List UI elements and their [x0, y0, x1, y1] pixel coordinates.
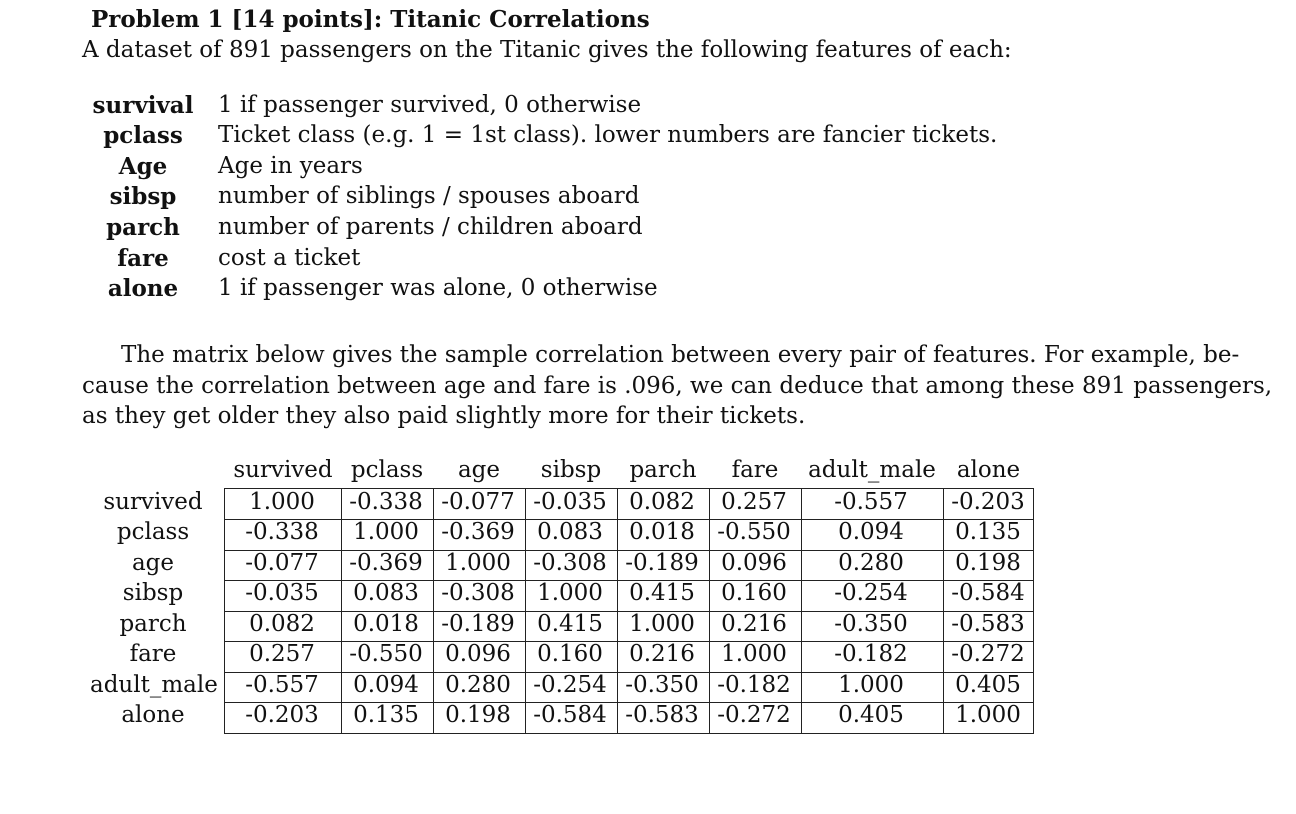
matrix-cell: 0.280: [445, 672, 511, 698]
paragraph-line: cause the correlation between age and fare is .096, we can deduce that among these 891 passengers,: [82, 372, 1273, 399]
row-header: survived: [103, 489, 203, 515]
matrix-cell: 0.257: [721, 489, 787, 515]
paragraph-line: The matrix below gives the sample correlation between every pair of features. For example, be-: [121, 342, 1240, 368]
matrix-cell: -0.369: [441, 519, 515, 545]
feature-name: parch: [106, 214, 180, 241]
matrix-cell: -0.557: [245, 672, 319, 698]
matrix-cell: -0.550: [717, 519, 791, 545]
matrix-cell: -0.077: [245, 550, 319, 576]
feature-name: survival: [92, 92, 194, 119]
feature-description: Age in years: [218, 153, 363, 179]
matrix-cell: -0.584: [533, 702, 607, 728]
matrix-cell: -0.254: [834, 580, 908, 606]
matrix-cell: 1.000: [955, 702, 1021, 728]
matrix-cell: 1.000: [721, 641, 787, 667]
column-header: sibsp: [540, 457, 602, 483]
feature-description: 1 if passenger survived, 0 otherwise: [218, 92, 642, 118]
matrix-cell: -0.189: [625, 550, 699, 576]
matrix-cell: 0.083: [353, 580, 419, 606]
matrix-cell: 0.135: [353, 702, 419, 728]
matrix-cell: -0.550: [349, 641, 423, 667]
matrix-cell: 0.094: [838, 519, 904, 545]
feature-name: pclass: [103, 122, 183, 149]
matrix-cell: -0.584: [951, 580, 1025, 606]
matrix-cell: -0.182: [834, 641, 908, 667]
matrix-cell: -0.272: [717, 702, 791, 728]
matrix-cell: 0.415: [537, 611, 603, 637]
matrix-cell: -0.369: [349, 550, 423, 576]
matrix-cell: 1.000: [249, 489, 315, 515]
matrix-cell: 1.000: [838, 672, 904, 698]
matrix-cell: -0.182: [717, 672, 791, 698]
row-header: adult_male: [90, 672, 218, 698]
matrix-cell: 0.018: [353, 611, 419, 637]
row-header: pclass: [116, 519, 190, 545]
row-header: age: [131, 550, 175, 576]
matrix-cell: -0.189: [441, 611, 515, 637]
matrix-cell: -0.272: [951, 641, 1025, 667]
column-header: age: [457, 457, 501, 483]
matrix-cell: -0.350: [834, 611, 908, 637]
matrix-cell: 0.082: [629, 489, 695, 515]
matrix-cell: -0.308: [441, 580, 515, 606]
matrix-cell: -0.338: [245, 519, 319, 545]
row-header: parch: [119, 611, 187, 637]
feature-name: sibsp: [109, 183, 177, 210]
matrix-cell: -0.077: [441, 489, 515, 515]
column-header: adult_male: [808, 457, 936, 483]
matrix-cell: 0.160: [537, 641, 603, 667]
matrix-cell: 1.000: [353, 519, 419, 545]
matrix-cell: 0.018: [629, 519, 695, 545]
matrix-cell: -0.338: [349, 489, 423, 515]
matrix-cell: 0.257: [249, 641, 315, 667]
matrix-cell: 0.160: [721, 580, 787, 606]
feature-description: number of siblings / spouses aboard: [218, 183, 640, 209]
column-header: alone: [956, 457, 1021, 483]
matrix-cell: 1.000: [445, 550, 511, 576]
row-header: sibsp: [122, 580, 184, 606]
paragraph-line: as they get older they also paid slightly more for their tickets.: [82, 403, 806, 429]
matrix-cell: 0.096: [721, 550, 787, 576]
matrix-cell: -0.035: [245, 580, 319, 606]
matrix-cell: 0.082: [249, 611, 315, 637]
matrix-cell: 0.083: [537, 519, 603, 545]
column-header: survived: [233, 457, 333, 483]
feature-description: Ticket class (e.g. 1 = 1st class). lower numbers are fancier tickets.: [218, 122, 998, 148]
explanation-paragraph: [82, 340, 1273, 432]
feature-name: Age: [118, 153, 168, 180]
matrix-cell: 0.216: [721, 611, 787, 637]
matrix-cell: 0.198: [445, 702, 511, 728]
matrix-cell: 0.198: [955, 550, 1021, 576]
feature-description: 1 if passenger was alone, 0 otherwise: [218, 275, 658, 301]
matrix-cell: 0.135: [955, 519, 1021, 545]
matrix-cell: 0.216: [629, 641, 695, 667]
column-header: pclass: [350, 457, 424, 483]
matrix-cell: 0.415: [629, 580, 695, 606]
feature-description: number of parents / children aboard: [218, 214, 643, 240]
matrix-cell: -0.557: [834, 489, 908, 515]
row-header: fare: [129, 641, 177, 667]
matrix-cell: -0.254: [533, 672, 607, 698]
feature-name: fare: [117, 245, 169, 272]
matrix-cell: 1.000: [629, 611, 695, 637]
matrix-cell: 0.405: [955, 672, 1021, 698]
matrix-cell: 0.405: [838, 702, 904, 728]
feature-description: cost a ticket: [218, 245, 361, 271]
matrix-cell: -0.203: [951, 489, 1025, 515]
matrix-cell: -0.035: [533, 489, 607, 515]
matrix-cell: -0.308: [533, 550, 607, 576]
problem-title: Problem 1 [14 points]: Titanic Correlations: [91, 6, 650, 33]
matrix-cell: 0.094: [353, 672, 419, 698]
row-header: alone: [121, 702, 185, 728]
matrix-cell: -0.583: [625, 702, 699, 728]
column-header: fare: [731, 457, 779, 483]
matrix-cell: 1.000: [537, 580, 603, 606]
feature-name: alone: [107, 275, 179, 302]
matrix-cell: 0.280: [838, 550, 904, 576]
matrix-cell: -0.350: [625, 672, 699, 698]
matrix-cell: -0.583: [951, 611, 1025, 637]
column-header: parch: [629, 457, 697, 483]
matrix-cell: -0.203: [245, 702, 319, 728]
matrix-cell: 0.096: [445, 641, 511, 667]
problem-intro: A dataset of 891 passengers on the Titanic gives the following features of each:: [82, 37, 1012, 63]
